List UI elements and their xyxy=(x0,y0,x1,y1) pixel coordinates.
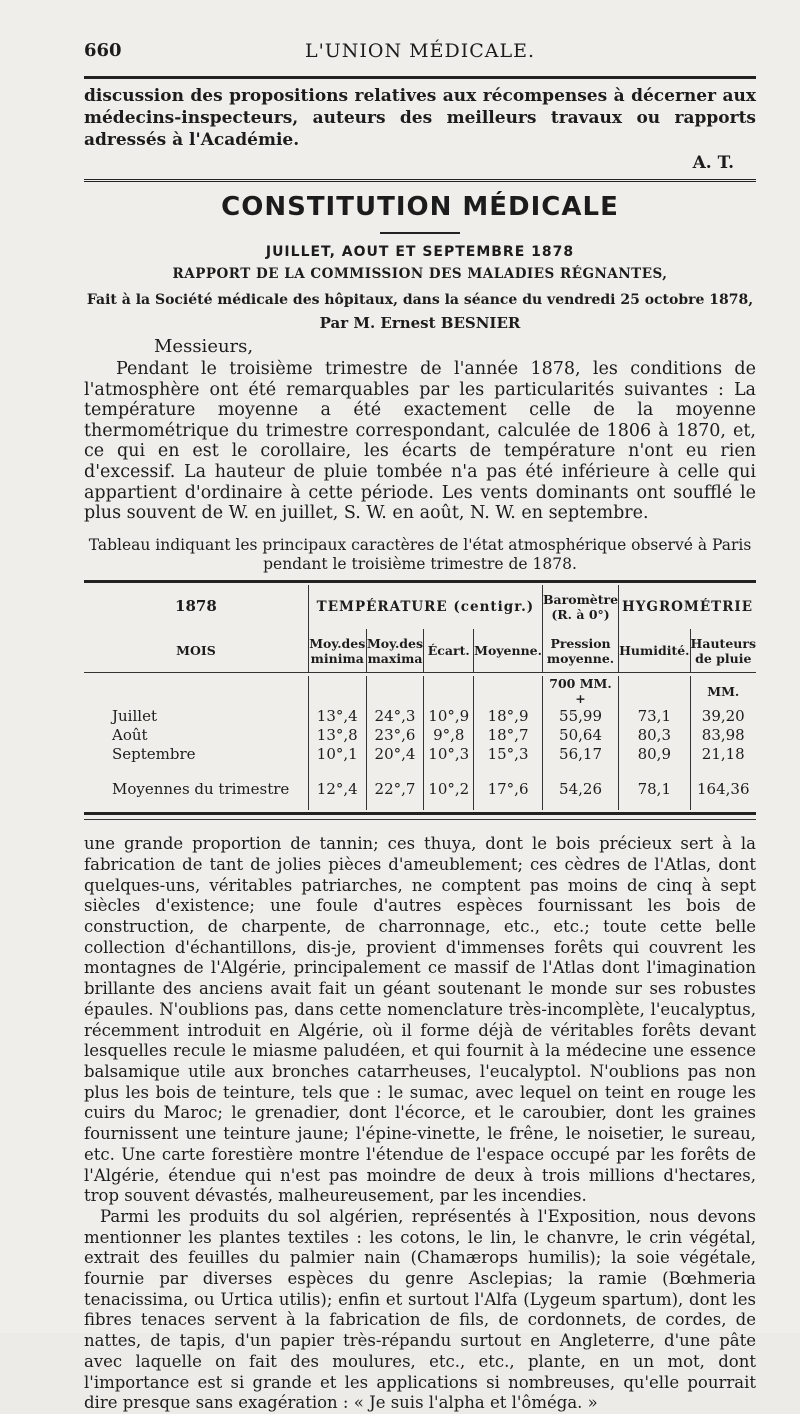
title-underline xyxy=(380,232,460,234)
hygrometrie-group-header: HYGROMÉTRIE xyxy=(619,585,756,629)
table-row xyxy=(84,725,756,744)
author: Par M. Ernest BESNIER xyxy=(319,314,521,332)
cell-moyenne: 15°,3 xyxy=(474,744,543,763)
mois-header: MOIS xyxy=(176,643,216,658)
col-ecart: Écart. xyxy=(424,629,474,673)
row-month: Septembre xyxy=(112,744,196,763)
cell-minima: 12°,4 xyxy=(308,779,366,798)
table-caption: Tableau indiquant les principaux caractères de l'état atmosphérique observé à Paris pendant le troisième trimestre de 1878. xyxy=(88,535,752,573)
section-subtitle: JUILLET, AOUT ET SEPTEMBRE 1878 xyxy=(265,244,575,260)
cell-maxima: 22°,7 xyxy=(366,779,424,798)
intro-paragraph: discussion des propositions relatives aux récompenses à décerner aux médecins-inspecteurs, auteurs des meilleurs travaux ou rapports adressés à l'Académie. xyxy=(84,86,756,150)
table-top-rule xyxy=(84,580,756,583)
row-month: Août xyxy=(112,725,148,744)
col-maxima: Moy.des maxima xyxy=(366,629,424,673)
cell-pression: 54,26 xyxy=(542,779,618,798)
cell-humidite: 80,3 xyxy=(619,725,690,744)
cell-humidite: 80,9 xyxy=(619,744,690,763)
intro-signature: A. T. xyxy=(692,153,734,173)
cell-pluie: 164,36 xyxy=(690,779,756,798)
table-row xyxy=(84,706,756,725)
cell-moyenne: 18°,9 xyxy=(474,706,543,725)
table-bottom-rule-2 xyxy=(84,819,756,820)
header-rule xyxy=(84,76,756,79)
cell-maxima: 23°,6 xyxy=(366,725,424,744)
journal-title: L'UNION MÉDICALE. xyxy=(304,40,536,62)
cell-ecart: 10°,2 xyxy=(424,779,474,798)
cell-pluie: 39,20 xyxy=(690,706,756,725)
cell-maxima: 24°,3 xyxy=(366,706,424,725)
cell-ecart: 10°,9 xyxy=(424,706,474,725)
row-month: Juillet xyxy=(112,706,157,725)
running-head xyxy=(84,40,756,74)
cell-pression: 55,99 xyxy=(542,706,618,725)
cell-maxima: 20°,4 xyxy=(366,744,424,763)
table-row xyxy=(84,744,756,763)
temperature-group-header: TEMPÉRATURE (centigr.) xyxy=(308,585,542,629)
body-paragraph: Pendant le troisième trimestre de l'année 1878, les conditions de l'atmosphère ont été remarquables par les particularités suivantes : La température moyenne a été exactement celle de la moyenne thermométrique du trimestre correspondant, calculée de 1806 à 1870, et, ce qui en est le corollaire, les écarts de température n'ont eu rien d'excessif. La hauteur de pluie tombée n'a pas été inférieure à celle qui appartient d'ordinaire à cette période. Les vents dominants ont soufflé le plus souvent de W. en juillet, S. W. en août, N. W. en septembre. xyxy=(84,359,756,524)
cell-pression: 56,17 xyxy=(542,744,618,763)
cell-minima: 13°,4 xyxy=(308,706,366,725)
column-paragraph-1: une grande proportion de tannin; ces thuya, dont le bois précieux sert à la fabrication de tant de jolies pièces d'ameublement; ces cèdres de l'Atlas, dont quelques-uns, véritables patriarches, ne comptent pas moins de cinq à sept siècles d'existence; une foule d'autres espèces fournissant les bois de construction, de charpente, de charronnage, etc., etc.; toute cette belle collection d'échantillons, dis-je, provient d'immenses forêts qui couvrent les montagnes de l'Algérie, principalement ce massif de l'Atlas dont l'imagination brillante des anciens avait fait un géant soutenant le monde sur ses robustes épaules. N'oublions pas, dans cette nomenclature très-incomplète, l'eucalyptus, récemment introduit en Algérie, où il forme déjà de véritables forêts devant lesquelles recule le miasme paludéen, et qui fournit à la médecine une essence balsamique utile aux bronches catarrheuses, l'eucalyptol. N'oublions pas non plus les bois de teinture, tels que : le sumac, avec lequel on teint en rouge les cuirs du Maroc; le grenadier, dont l'écorce, et le caroubier, dont les graines fournissent une teinture jaune; l'épine-vinette, le frêne, le noisetier, le sureau, etc. Une carte forestière montre l'étendue de l'espace occupé par les forêts de l'Algérie, étendue qui n'est pas moindre de deux à trois millions d'hectares, trop souvent dévastés, malheureusement, par les incendies. xyxy=(84,834,756,1206)
cell-moyenne: 17°,6 xyxy=(474,779,543,798)
salutation: Messieurs, xyxy=(154,336,254,357)
table-bottom-rule xyxy=(84,812,756,815)
cell-ecart: 9°,8 xyxy=(424,725,474,744)
cell-pression: 50,64 xyxy=(542,725,618,744)
summary-row xyxy=(84,779,756,798)
col-humidite: Humidité. xyxy=(619,629,690,673)
col-pluie: Hauteurs de pluie xyxy=(690,629,756,673)
units-pluie: MM. xyxy=(690,676,756,706)
report-title: RAPPORT DE LA COMMISSION DES MALADIES RÉGNANTES, xyxy=(172,266,668,282)
col-pression: Pression moyenne. xyxy=(542,629,618,673)
col-moyenne: Moyenne. xyxy=(474,629,543,673)
cell-minima: 13°,8 xyxy=(308,725,366,744)
cell-pluie: 83,98 xyxy=(690,725,756,744)
cell-minima: 10°,1 xyxy=(308,744,366,763)
page-number: 660 xyxy=(84,40,122,61)
summary-label: Moyennes du trimestre xyxy=(112,779,290,798)
climate-table xyxy=(84,585,756,811)
year-header: 1878 xyxy=(175,597,217,616)
cell-ecart: 10°,3 xyxy=(424,744,474,763)
cell-pluie: 21,18 xyxy=(690,744,756,763)
cell-moyenne: 18°,7 xyxy=(474,725,543,744)
cell-humidite: 78,1 xyxy=(619,779,690,798)
section-rule xyxy=(84,179,756,182)
barometre-group-header: Baromètre (R. à 0°) xyxy=(542,585,618,629)
section-title: CONSTITUTION MÉDICALE xyxy=(221,192,619,222)
cell-humidite: 73,1 xyxy=(619,706,690,725)
col-minima: Moy.des minima xyxy=(308,629,366,673)
units-pression: 700 MM. + xyxy=(542,676,618,706)
column-paragraph-2: Parmi les produits du sol algérien, représentés à l'Exposition, nous devons mentionner les plantes textiles : les cotons, le lin, le chanvre, le crin végétal, extrait des feuilles du palmier nain (Chamærops humilis); la soie végétale, fournie par diverses espèces du genre Asclepias; la ramie (Bœhmeria tenacissima, ou Urtica utilis); enfin et surtout l'Alfa (Lygeum spartum), dont les fibres tenaces servent à la fabrication de fils, de cordonnets, de cordes, de nattes, de tapis, d'un papier très-répandu surtout en Angleterre, d'une pâte avec laquelle on fait des moulures, etc., etc., plante, en un mot, dont l'importance est si grande et les applications si nombreuses, qu'elle pourrait dire presque sans exagération : « Je suis l'alpha et l'ôméga. » xyxy=(84,1206,756,1413)
presented-at: Fait à la Société médicale des hôpitaux, dans la séance du vendredi 25 octobre 1878, xyxy=(86,292,754,308)
